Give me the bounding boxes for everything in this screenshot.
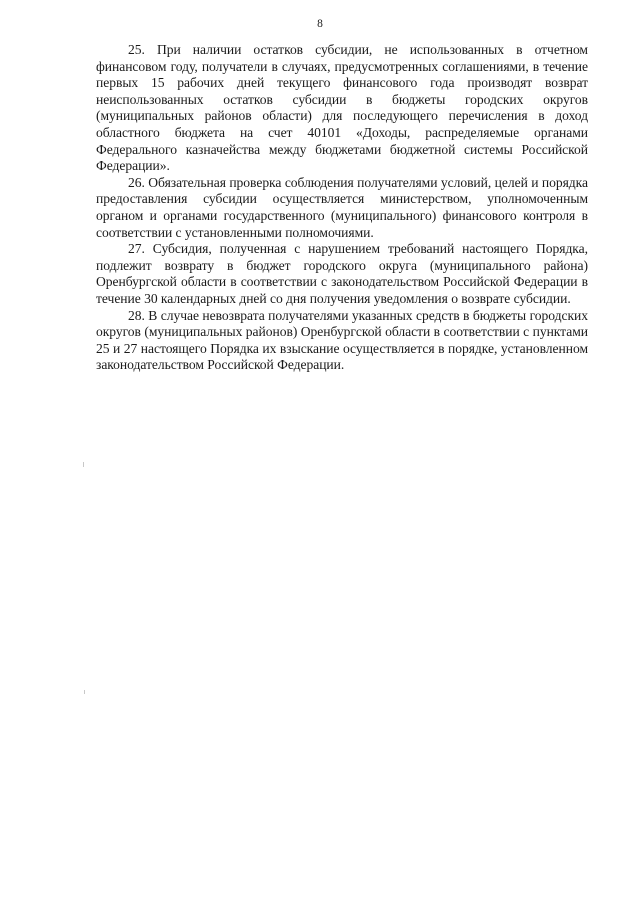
paragraph-number: 26. [128, 174, 145, 190]
paragraph-25 [96, 42, 588, 175]
paragraph-text: Субсидия, полученная с нарушением требований настоящего Порядка, подлежит возврату в бюджет городского округа (муниципального района) Оренбургской области в соответствии с законодательством Российской Федерации в течение 30 календарных дней со дня получения уведомления о возврате субсидии. [96, 241, 588, 306]
scan-artifact [83, 462, 84, 467]
paragraph-26 [96, 175, 588, 241]
paragraph-text: В случае невозврата получателями указанных средств в бюджеты городских округов (муниципальных районов) Оренбургской области в соответствии с пунктами 25 и 27 настоящего Порядка их взыскание осуществляется в порядке, установленном законодательством Российской Федерации. [96, 307, 588, 373]
paragraph-27 [96, 241, 588, 307]
paragraph-text: При наличии остатков субсидии, не использованных в отчетном финансовом году, получатели в случаях, предусмотренных соглашениями, в течение первых 15 рабочих дней текущего финансового года производят возврат неиспользованных остатков субсидии в бюджеты городских округов (муниципальных районов области) для последующего перечисления в доход областного бюджета на счет 40101 «Доходы, распределяемые органами Федерального казначейства между бюджетами бюджетной системы Российской Федерации». [96, 42, 588, 174]
paragraph-28 [96, 308, 588, 374]
paragraph-number: 27. [128, 241, 145, 257]
scan-artifact [84, 690, 85, 694]
paragraph-text: Обязательная проверка соблюдения получателями условий, целей и порядка предоставления субсидии осуществляется министерством, уполномоченным органом и органами государственного (муниципального) финансового контроля в соответствии с установленными полномочиями. [96, 174, 589, 240]
page-number: 8 [317, 18, 323, 30]
paragraph-number: 25. [128, 42, 145, 57]
document-body [96, 42, 588, 374]
paragraph-number: 28. [128, 307, 145, 323]
